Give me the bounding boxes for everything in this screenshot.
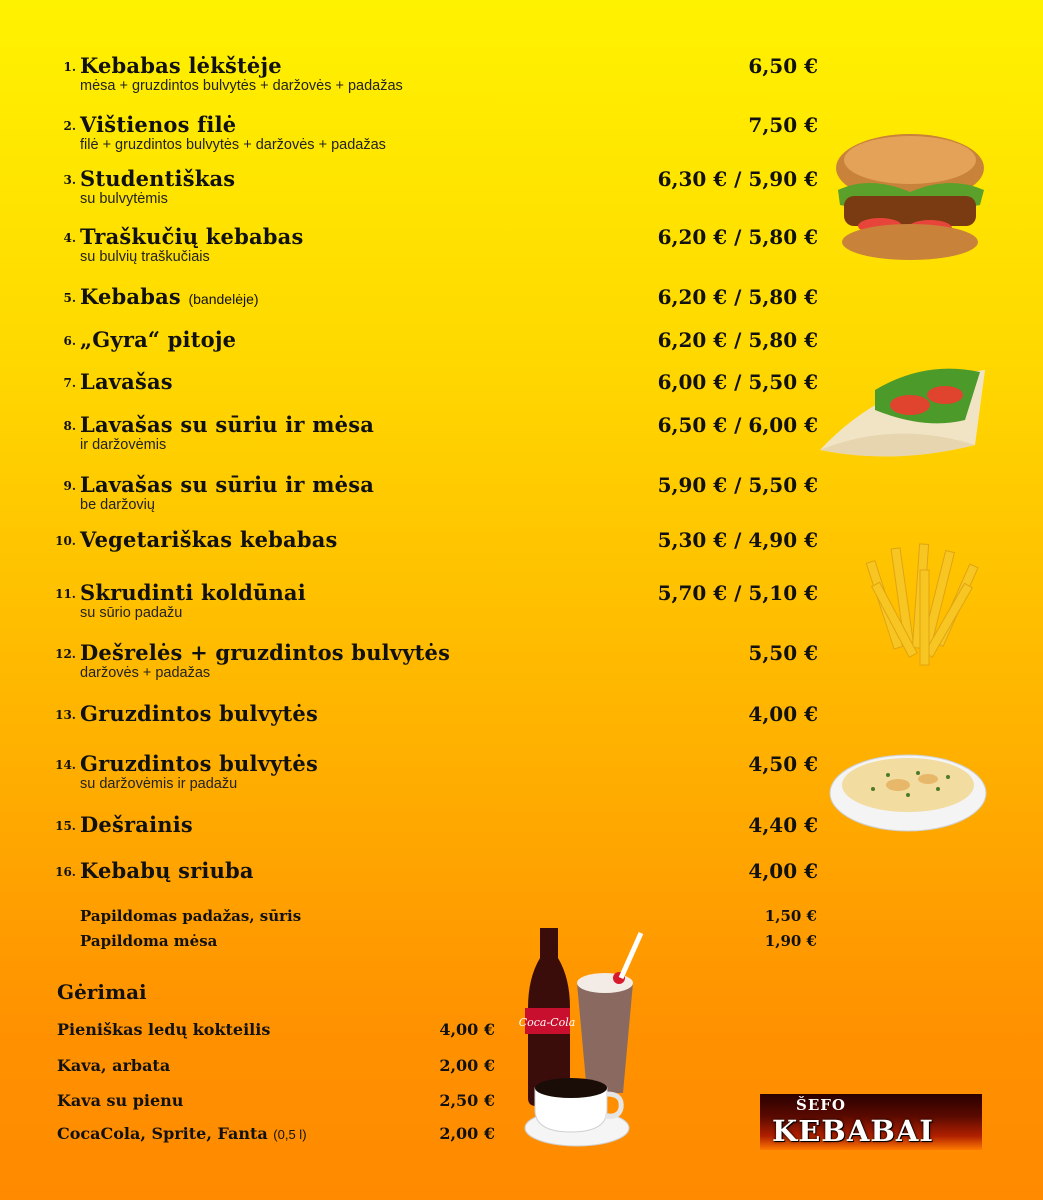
item-price: 5,30 € / 4,90 € (657, 528, 818, 552)
item-name: Lavašas su sūriu ir mėsa (80, 412, 375, 437)
item-note: (bandelėje) (188, 291, 259, 307)
extra-price: 1,50 € (764, 907, 817, 925)
item-price: 4,40 € (748, 813, 818, 837)
item-price: 6,50 € / 6,00 € (657, 413, 818, 437)
item-name: Dešrainis (80, 812, 193, 837)
extra-name: Papildomas padažas, sūris (80, 907, 302, 925)
item-description: daržovės + padažas (80, 665, 211, 681)
item-description: su bulvytėmis (80, 191, 168, 207)
item-price: 6,30 € / 5,90 € (657, 167, 818, 191)
item-description: ir daržovėmis (80, 437, 167, 453)
coca-cola-label: Coca-Cola (518, 1016, 576, 1029)
baked-dish-photo (828, 745, 988, 835)
french-fries-photo (860, 540, 988, 675)
logo-top-text: ŠEFO (796, 1096, 846, 1114)
item-number: 3. (63, 173, 76, 187)
drink-name: Kava su pienu (57, 1091, 184, 1110)
item-name: Studentiškas (80, 166, 236, 191)
lavash-wrap-photo (815, 350, 990, 465)
item-number: 8. (63, 419, 76, 433)
item-number: 14. (55, 758, 76, 772)
item-description: su daržovėmis ir padažu (80, 776, 238, 792)
item-name: Gruzdintos bulvytės (80, 701, 318, 726)
item-price: 7,50 € (748, 113, 818, 137)
item-price: 4,50 € (748, 752, 818, 776)
item-number: 9. (63, 479, 76, 493)
item-description: be daržovių (80, 497, 155, 513)
item-description: filė + gruzdintos bulvytės + daržovės + padažas (80, 137, 386, 153)
drink-price: 4,00 € (439, 1020, 495, 1039)
item-name: Kebabų sriuba (80, 858, 254, 883)
item-number: 1. (63, 60, 76, 74)
drink-name: CocaCola, Sprite, Fanta (0,5 l) (57, 1124, 307, 1143)
item-name: Vegetariškas kebabas (80, 527, 338, 552)
item-number: 7. (63, 376, 76, 390)
sefo-kebabai-logo (760, 1094, 982, 1150)
drink-price: 2,00 € (439, 1056, 495, 1075)
item-number: 16. (55, 865, 76, 879)
item-description: mėsa + gruzdintos bulvytės + daržovės + padažas (80, 78, 403, 94)
item-number: 2. (63, 119, 76, 133)
item-name: „Gyra“ pitoje (80, 327, 237, 352)
item-price: 6,20 € / 5,80 € (657, 225, 818, 249)
item-name: Kebabas (bandelėje) (80, 284, 259, 309)
drink-note: (0,5 l) (273, 1127, 307, 1142)
item-name: Lavašas (80, 369, 173, 394)
drinks-photo (515, 928, 650, 1153)
item-price: 4,00 € (748, 859, 818, 883)
drink-price: 2,50 € (439, 1091, 495, 1110)
drink-price: 2,00 € (439, 1124, 495, 1143)
drink-name: Kava, arbata (57, 1056, 171, 1075)
item-price: 5,90 € / 5,50 € (657, 473, 818, 497)
item-price: 4,00 € (748, 702, 818, 726)
item-name: Dešrelės + gruzdintos bulvytės (80, 640, 451, 665)
item-number: 6. (63, 334, 76, 348)
item-number: 11. (55, 587, 76, 601)
item-price: 6,20 € / 5,80 € (657, 285, 818, 309)
item-name: Lavašas su sūriu ir mėsa (80, 472, 375, 497)
item-name: Skrudinti koldūnai (80, 580, 306, 605)
item-number: 13. (55, 708, 76, 722)
item-price: 6,20 € / 5,80 € (657, 328, 818, 352)
item-name: Traškučių kebabas (80, 224, 304, 249)
logo-main-text: KEBABAI (772, 1114, 934, 1148)
extra-price: 1,90 € (764, 932, 817, 950)
drinks-heading: Gėrimai (57, 980, 147, 1004)
item-price: 5,70 € / 5,10 € (657, 581, 818, 605)
item-number: 12. (55, 647, 76, 661)
item-name: Kebabas lėkštėje (80, 53, 282, 78)
burger-kebab-photo (830, 130, 990, 265)
item-price: 5,50 € (748, 641, 818, 665)
item-description: su sūrio padažu (80, 605, 183, 621)
item-number: 4. (63, 231, 76, 245)
item-number: 15. (55, 819, 76, 833)
item-number: 10. (55, 534, 76, 548)
item-price: 6,50 € (748, 54, 818, 78)
item-name: Gruzdintos bulvytės (80, 751, 318, 776)
item-name: Vištienos filė (80, 112, 237, 137)
extra-name: Papildoma mėsa (80, 932, 218, 950)
item-description: su bulvių traškučiais (80, 249, 210, 265)
drink-name: Pieniškas ledų kokteilis (57, 1020, 271, 1039)
item-number: 5. (63, 291, 76, 305)
item-price: 6,00 € / 5,50 € (657, 370, 818, 394)
